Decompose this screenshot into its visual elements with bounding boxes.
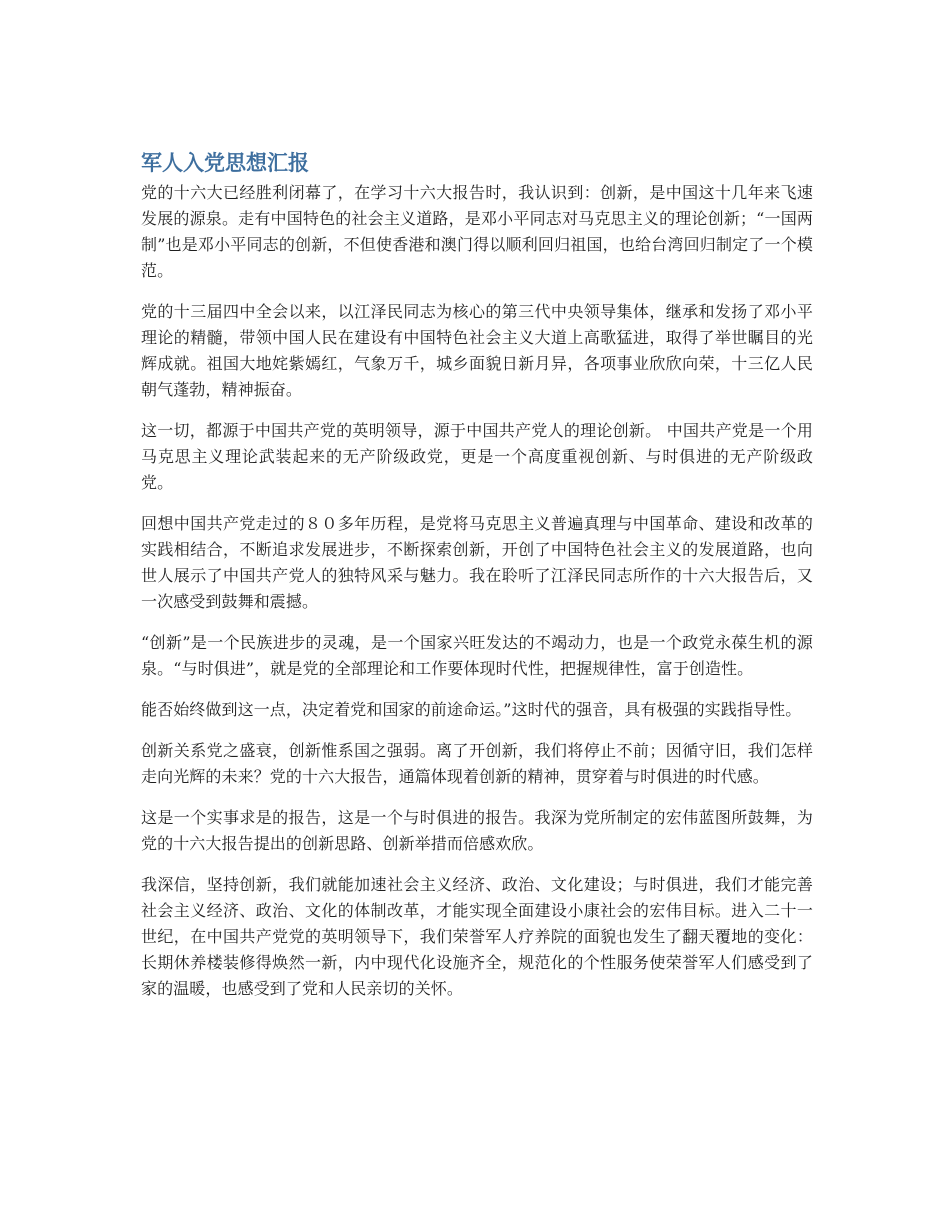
paragraph: 党的十六大已经胜利闭幕了，在学习十六大报告时，我认识到：创新，是中国这十几年来飞速发展的源泉。走有中国特色的社会主义道路，是邓小平同志对马克思主义的理论创新；“一国两制”也是邓小平同志的创新，不但使香港和澳门得以顺利回归祖国，也给台湾回归制定了一个模范。	[141, 183, 813, 280]
paragraph: 我深信，坚持创新，我们就能加速社会主义经济、政治、文化建设；与时俱进，我们才能完善社会主义经济、政治、文化的体制改革，才能实现全面建设小康社会的宏伟目标。进入二十一世纪，在中国共产党党的英明领导下，我们荣誉军人疗养院的面貌也发生了翻天覆地的变化：长期休养楼装修得焕然一新，内中现代化设施齐全，规范化的个性服务使荣誉军人们感受到了家的温暖，也感受到了党和人民亲切的关怀。	[141, 875, 813, 998]
paragraph: “创新”是一个民族进步的灵魂，是一个国家兴旺发达的不竭动力，也是一个政党永葆生机的源泉。“与时俱进”，就是党的全部理论和工作要体现时代性，把握规律性，富于创造性。	[141, 633, 813, 678]
document-body	[141, 146, 813, 1017]
paragraph: 这一切，都源于中国共产党的英明领导，源于中国共产党人的理论创新。 中国共产党是一个用马克思主义理论武装起来的无产阶级政党，更是一个高度重视创新、与时俱进的无产阶级政党。	[141, 421, 813, 492]
paragraph: 这是一个实事求是的报告，这是一个与时俱进的报告。我深为党所制定的宏伟蓝图所鼓舞，为党的十六大报告提出的创新思路、创新举措而倍感欢欣。	[141, 808, 813, 853]
paragraph: 党的十三届四中全会以来，以江泽民同志为核心的第三代中央领导集体，继承和发扬了邓小平理论的精髓，带领中国人民在建设有中国特色社会主义大道上高歌猛进，取得了举世瞩目的光辉成就。祖国大地姹紫嫣红，气象万千，城乡面貌日新月异，各项事业欣欣向荣，十三亿人民朝气蓬勃，精神振奋。	[141, 302, 813, 399]
paragraph: 回想中国共产党走过的８０多年历程，是党将马克思主义普遍真理与中国革命、建设和改革的实践相结合，不断追求发展进步，不断探索创新，开创了中国特色社会主义的发展道路，也向世人展示了中国共产党人的独特风采与魅力。我在聆听了江泽民同志所作的十六大报告后，又一次感受到鼓舞和震撼。	[141, 514, 813, 611]
paragraph: 创新关系党之盛衰，创新惟系国之强弱。离了开创新，我们将停止不前；因循守旧，我们怎样走向光辉的未来？党的十六大报告，通篇体现着创新的精神，贯穿着与时俱进的时代感。	[141, 741, 813, 786]
document-title: 军人入党思想汇报	[141, 151, 309, 175]
paragraph: 能否始终做到这一点，决定着党和国家的前途命运。”这时代的强音，具有极强的实践指导性。	[141, 700, 802, 719]
